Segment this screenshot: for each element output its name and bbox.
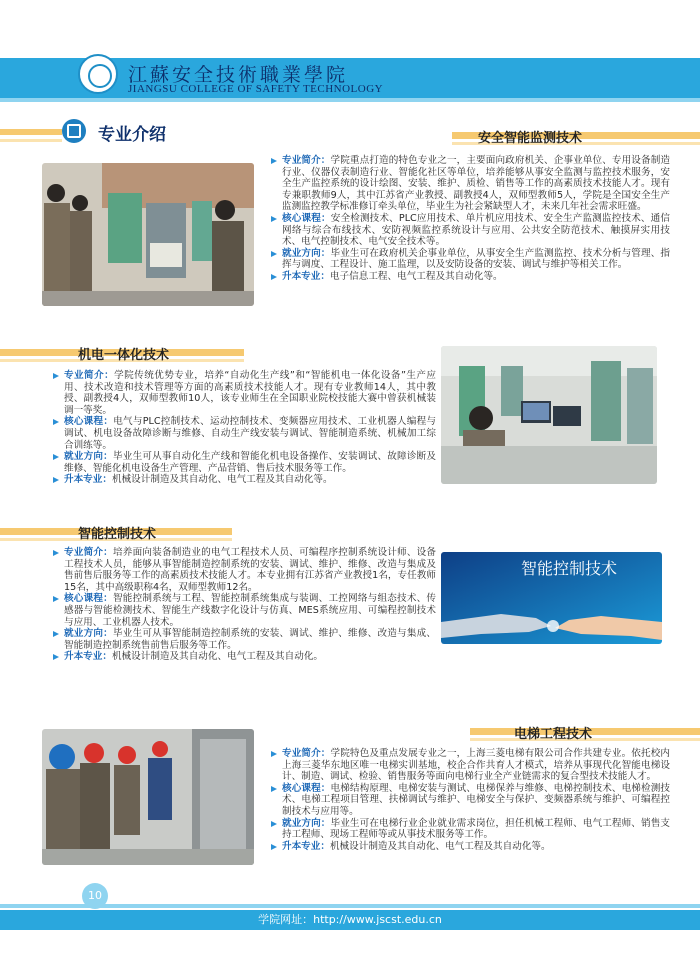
core-paragraph <box>270 783 670 818</box>
job-paragraph <box>270 818 670 841</box>
photo-elevator-training <box>42 729 254 865</box>
job-paragraph <box>52 451 436 474</box>
major-description <box>52 370 436 486</box>
major-title: 安全智能监测技术 <box>478 131 583 146</box>
job-label: 就业方向： <box>64 628 113 640</box>
core-label: 核心课程： <box>64 593 113 605</box>
intro-text: 培养面向装备制造业的电气工程技术人员、可编程序控制系统设计师、设备工程技术人员，能够从事智能制造控制系统的安装、调试、维护、维修、改造与集成及售前售后服务等工作的高素质技术技能人才。本专业拥有江苏省产业教授1名，专任教师15名，其中高级职称4名，双师型教师12名。 <box>64 547 437 593</box>
intro-text: 学院特色及重点发展专业之一，上海三菱电梯有限公司合作共建专业。依托校内上海三菱华东地区唯一电梯实训基地，校企合作共育人才模式，培养从事现代化智能电梯设计、制造、调试、检验、销售服务等面向电梯行业全产业链需求的复合型技术技能人才。 <box>282 748 671 783</box>
intro-text: 学院传统优势专业，培养“自动化生产线”和“智能机电一体化设备”生产应用、技术改造和技术管理等方面的高素质技术技能人才。现有专业教师14人，其中教授、副教授4人，双师型教师10人，该专业师生在全国职业院校技能大赛中曾获机械装调一等奖。 <box>64 370 436 416</box>
upgrade-label: 升本专业： <box>64 474 112 486</box>
core-paragraph <box>52 416 436 451</box>
section-decor-bar-light <box>0 139 62 142</box>
job-text: 毕业生可从事智能制造控制系统的安装、调试、维护、维修、改造与集成、智能制造控制系统售前售后服务等工作。 <box>64 628 437 651</box>
school-name-cn: 江蘇安全技術職業學院 <box>128 64 349 86</box>
upgrade-text: 机械设计制造及其自动化、电气工程及其自动化等。 <box>329 840 551 852</box>
photo-computer-lab <box>441 346 657 484</box>
upgrade-text: 机械设计制造及其自动化、电气工程及其自动化等。 <box>111 474 333 486</box>
page-number: 10 <box>82 883 108 909</box>
core-label: 核心课程： <box>64 416 114 428</box>
intro-paragraph <box>270 748 670 783</box>
core-text: 电气与PLC控制技术、运动控制技术、变频器应用技术、工业机器人编程与调试、机电设备故障诊断与维修、自动生产线安装与调试、智能制造系统、机械加工综合训练等。 <box>64 416 437 451</box>
photo-lab-students-image <box>42 163 254 306</box>
photo-computer-lab-image <box>441 346 657 484</box>
photo-elevator-training-image <box>42 729 254 865</box>
section-decor-bar <box>0 129 62 135</box>
intro-label: 专业简介： <box>282 748 331 759</box>
upgrade-paragraph <box>52 651 436 663</box>
school-logo-icon <box>78 54 118 94</box>
intro-text: 学院重点打造的特色专业之一，主要面向政府机关、企事业单位、专用设备制造行业、仪器仪表制造行业、智能化社区等单位，培养能够从事安全监测与监控技术服务，安全生产监控系统的设计绘图、安装、维护、质检、销售等工作的高素质技术技能人才。现有专兼职教师9人，其中江苏省产业教授、副教授4人，双师型教师5人，学院是全国安全生产监测监控教学标准修订牵头单位，毕业生为社会紧缺型人才，未来几年社会需求旺盛。 <box>282 155 671 213</box>
job-paragraph <box>270 248 670 271</box>
job-paragraph <box>52 628 436 651</box>
job-label: 就业方向： <box>64 451 113 463</box>
intro-paragraph <box>270 155 670 213</box>
upgrade-text: 电子信息工程、电气工程及其自动化等。 <box>329 270 503 282</box>
major-title: 智能控制技术 <box>78 527 157 542</box>
header-strip <box>0 98 700 102</box>
job-label: 就业方向： <box>282 817 331 829</box>
photo-robot-hand <box>441 552 662 644</box>
major-description <box>270 155 670 283</box>
upgrade-text: 机械设计制造及其自动化、电气工程及其自动化。 <box>111 651 324 663</box>
section-title: 专业介绍 <box>98 125 166 145</box>
core-label: 核心课程： <box>282 782 331 794</box>
core-text: 智能控制系统与工程、智能控制系统集成与装调、工控网络与组态技术、传感器与智能检测技术、智能生产线数字化设计与仿真、MES系统应用、可编程控制技术与应用、工业机器人技术。 <box>64 593 437 628</box>
upgrade-label: 升本专业： <box>282 270 330 282</box>
intro-label: 专业简介： <box>282 155 331 166</box>
core-text: 安全检测技术、PLC应用技术、单片机应用技术、安全生产监测监控技术、通信网络与综合布线技术、安防视频监控系统设计与应用、公共安全防范技术、触摸屏实用技术、电气控制技术、电气安全技术等。 <box>282 212 671 248</box>
core-paragraph <box>270 213 670 248</box>
job-text: 毕业生可从事自动化生产线和智能化机电设备操作、安装调试、故障诊断及维修、智能化机电设备生产管理、产品营销、售后技术服务等工作。 <box>64 451 437 474</box>
upgrade-label: 升本专业： <box>282 840 330 852</box>
core-text: 电梯结构原理、电梯安装与测试、电梯保养与维修、电梯控制技术、电梯检测技术、电梯工程项目管理、扶梯调试与维护、电梯安全与保护、变频器系统与维护、可编程控制技术与应用等。 <box>282 782 671 817</box>
photo-lab-students <box>42 163 254 306</box>
job-label: 就业方向： <box>282 247 331 259</box>
major-description <box>52 547 436 663</box>
website-link[interactable]: 学院网址：http://www.jscst.edu.cn <box>258 913 442 926</box>
intro-label: 专业简介： <box>64 547 113 558</box>
upgrade-paragraph <box>52 474 436 486</box>
photo-robot-hand-image <box>441 552 662 644</box>
photo-caption: 智能控制技术 <box>521 559 618 578</box>
job-text: 毕业生可在电梯行业企业就业需求岗位，担任机械工程师、电气工程师、销售支持工程师、现场工程师等或从事技术服务等工作。 <box>282 817 671 841</box>
section-badge-icon <box>62 119 86 143</box>
intro-paragraph <box>52 547 436 593</box>
major-title: 电梯工程技术 <box>514 727 593 742</box>
major-title: 机电一体化技术 <box>78 348 170 363</box>
footer-strip <box>0 904 700 908</box>
intro-label: 专业简介： <box>64 370 115 381</box>
upgrade-paragraph <box>270 271 670 283</box>
intro-paragraph <box>52 370 436 416</box>
upgrade-paragraph <box>270 841 670 853</box>
major-description <box>270 748 670 852</box>
upgrade-label: 升本专业： <box>64 651 112 663</box>
core-paragraph <box>52 593 436 628</box>
core-label: 核心课程： <box>282 212 331 224</box>
job-text: 毕业生可在政府机关企事业单位，从事安全生产监测监控、技术分析与管理、指挥与调度、工程设计、施工监理，以及安防设备的安装、调试与维护等相关工作。 <box>282 247 671 271</box>
school-name-en: JIANGSU COLLEGE OF SAFETY TECHNOLOGY <box>128 83 384 95</box>
